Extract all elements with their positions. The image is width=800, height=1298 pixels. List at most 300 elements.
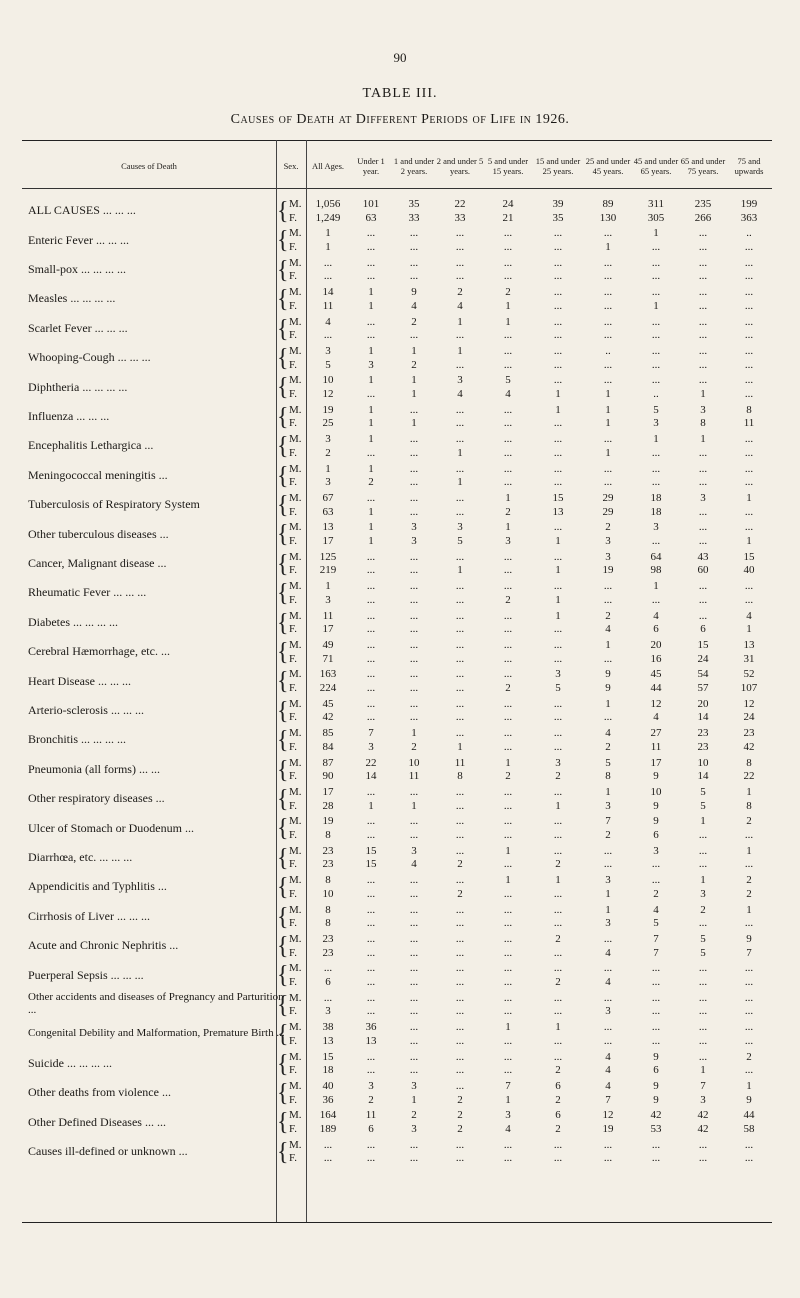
table-cell: 1: [653, 227, 659, 240]
cause-label: Pneumonia (all forms) ... ...: [28, 761, 160, 776]
table-cell: ...: [744, 315, 754, 328]
table-cell: 1: [555, 387, 561, 400]
table-cell: 1: [505, 521, 511, 534]
table-cell: 63: [322, 505, 334, 518]
table-cell: ...: [744, 828, 754, 841]
table-cell: 2: [555, 1093, 561, 1106]
table-cell: ...: [698, 593, 708, 606]
brace-glyph: {: [277, 638, 289, 666]
table-cell: ...: [366, 786, 376, 798]
brace-glyph: {: [277, 285, 289, 313]
table-cell: 4: [605, 1050, 611, 1063]
table-cell: 3: [605, 917, 611, 930]
table-cell: 15: [697, 639, 709, 651]
table-cell: ...: [455, 991, 465, 1004]
table-cell: 3: [457, 374, 463, 387]
table-cell: ...: [455, 933, 465, 945]
table-row: [22, 578, 772, 607]
table-cell: ...: [409, 329, 419, 342]
table-cell: ...: [409, 874, 419, 887]
table-cell: 57: [697, 681, 709, 694]
table-cell: ...: [366, 623, 376, 636]
table-cell: 7: [746, 946, 752, 959]
table-cell: 2: [746, 874, 752, 887]
table-cell: ...: [698, 1152, 708, 1165]
table-cell: ...: [744, 345, 754, 357]
table-cell: ...: [651, 374, 661, 387]
table-cell: 1: [457, 345, 463, 357]
table-cell: ...: [698, 286, 708, 299]
brace-glyph: {: [277, 844, 289, 872]
table-cell: ...: [409, 256, 419, 269]
sex-label: M.: [289, 962, 302, 975]
table-cell: 7: [605, 1093, 611, 1106]
table-cell: ...: [455, 1152, 465, 1165]
table-row: [22, 372, 772, 401]
table-cell: ...: [503, 329, 513, 342]
table-cell: ...: [698, 446, 708, 459]
table-cell: ...: [409, 403, 419, 416]
brace-glyph: {: [277, 197, 289, 225]
table-cell: ...: [603, 270, 613, 283]
brace-glyph: {: [277, 461, 289, 490]
table-cell: 84: [322, 740, 334, 753]
table-cell: ...: [553, 462, 563, 475]
table-cell: ...: [553, 580, 563, 593]
table-cell: ...: [366, 593, 376, 606]
table-cell: ...: [698, 476, 708, 489]
table-cell: ...: [698, 345, 708, 357]
cause-label: Tuberculosis of Respiratory System: [28, 497, 200, 512]
table-cell: 130: [599, 211, 617, 224]
table-cell: ...: [603, 1021, 613, 1034]
table-cell: ...: [744, 521, 754, 534]
sex-label: F.: [289, 975, 297, 988]
table-cell: 18: [650, 492, 662, 504]
table-cell: 1: [325, 462, 331, 475]
table-cell: ...: [455, 433, 465, 446]
table-cell: ...: [603, 462, 613, 475]
table-cell: 3: [368, 358, 374, 371]
brace-glyph: {: [277, 1138, 289, 1166]
table-cell: ...: [409, 652, 419, 665]
sex-label: F.: [289, 1152, 297, 1165]
brace-glyph: {: [277, 344, 289, 372]
table-cell: 1: [368, 505, 374, 518]
table-cell: ...: [553, 697, 563, 710]
table-cell: 2: [505, 286, 511, 299]
table-cell: ...: [744, 975, 754, 988]
table-cell: 17: [322, 786, 334, 798]
table-cell: ...: [366, 639, 376, 651]
table-cell: 3: [325, 433, 331, 446]
table-cell: ...: [603, 593, 613, 606]
table-cell: ...: [651, 270, 661, 283]
table-cell: 10: [697, 756, 709, 769]
table-cell: 1: [653, 580, 659, 593]
table-cell: 2: [555, 858, 561, 871]
table-row: [22, 1107, 772, 1136]
brace-glyph: {: [277, 520, 289, 549]
table-cell: ...: [603, 580, 613, 593]
table-cell: 5: [325, 358, 331, 371]
table-cell: ...: [323, 270, 333, 283]
cause-label: Puerperal Sepsis ... ... ...: [28, 967, 144, 982]
table-cell: ...: [455, 786, 465, 798]
table-row: [22, 490, 772, 519]
table-cell: 2: [605, 740, 611, 753]
table-cell: ...: [323, 329, 333, 342]
table-cell: 23: [322, 946, 334, 959]
table-cell: ...: [409, 681, 419, 694]
cause-label: Congenital Debility and Malformation, Premature Birth ...: [28, 1027, 285, 1040]
table-cell: 1: [325, 580, 331, 593]
column-header: 75 and upwards: [734, 156, 764, 176]
table-cell: ...: [409, 446, 419, 459]
sex-label: F.: [289, 711, 297, 724]
sex-label: F.: [289, 329, 297, 342]
cause-label: Meningococcal meningitis ...: [28, 467, 168, 482]
table-cell: 67: [322, 492, 334, 504]
table-cell: ...: [366, 711, 376, 724]
table-cell: 3: [325, 1005, 331, 1018]
table-cell: 35: [552, 211, 564, 224]
table-cell: 33: [454, 211, 466, 224]
table-cell: ...: [409, 623, 419, 636]
table-cell: ...: [455, 639, 465, 651]
table-cell: ...: [553, 270, 563, 283]
table-cell: 71: [322, 652, 334, 665]
table-cell: ...: [503, 933, 513, 945]
table-cell: ...: [553, 917, 563, 930]
table-cell: ...: [651, 462, 661, 475]
table-cell: 1: [505, 756, 511, 769]
cause-label: Other deaths from violence ...: [28, 1085, 171, 1100]
table-cell: 163: [319, 668, 337, 681]
table-cell: 2: [368, 1093, 374, 1106]
table-cell: ...: [366, 991, 376, 1004]
table-cell: ...: [366, 975, 376, 988]
sex-label: F.: [289, 387, 297, 400]
table-cell: 6: [653, 1064, 659, 1077]
table-cell: 1: [746, 903, 752, 916]
table-cell: ...: [409, 564, 419, 577]
brace-glyph: {: [277, 873, 289, 901]
table-cell: ...: [366, 1005, 376, 1018]
table-cell: ...: [409, 476, 419, 489]
cause-label: Encephalitis Lethargica ...: [28, 438, 154, 453]
cause-label: Diabetes ... ... ... ...: [28, 614, 118, 629]
table-cell: ...: [698, 358, 708, 371]
table-cell: 3: [555, 756, 561, 769]
table-cell: 2: [411, 740, 417, 753]
sex-label: M.: [289, 933, 302, 945]
table-cell: ...: [503, 358, 513, 371]
table-cell: 1: [457, 564, 463, 577]
table-cell: ...: [651, 991, 661, 1004]
table-row: [22, 666, 772, 695]
table-cell: 3: [605, 1005, 611, 1018]
table-cell: ...: [553, 358, 563, 371]
table-cell: ...: [409, 697, 419, 710]
table-cell: ...: [603, 844, 613, 857]
sex-label: M.: [289, 198, 302, 210]
table-cell: 1: [505, 874, 511, 887]
table-cell: 24: [502, 198, 514, 210]
table-cell: ...: [409, 917, 419, 930]
table-cell: ...: [603, 652, 613, 665]
table-row: [22, 519, 772, 548]
table-cell: 1: [368, 521, 374, 534]
table-cell: 7: [368, 727, 374, 740]
table-cell: 13: [322, 521, 334, 534]
table-cell: ...: [698, 227, 708, 240]
sex-label: F.: [289, 299, 297, 312]
table-cell: 23: [743, 727, 755, 740]
table-cell: 2: [457, 858, 463, 871]
table-cell: ...: [651, 975, 661, 988]
table-cell: ...: [366, 681, 376, 694]
column-header: 45 and under 65 years.: [633, 156, 679, 176]
table-cell: 4: [653, 711, 659, 724]
table-row: [22, 872, 772, 901]
table-cell: 10: [322, 374, 334, 387]
brace-glyph: {: [277, 932, 289, 960]
table-cell: 1: [605, 903, 611, 916]
table-cell: ...: [744, 329, 754, 342]
sex-label: F.: [289, 417, 297, 430]
table-cell: 19: [602, 1122, 614, 1135]
table-cell: ...: [409, 975, 419, 988]
table-cell: 11: [365, 1109, 377, 1122]
table-cell: 266: [694, 211, 712, 224]
table-cell: 3: [605, 799, 611, 812]
table-cell: ...: [651, 476, 661, 489]
sex-label: F.: [289, 917, 297, 930]
table-cell: 60: [697, 564, 709, 577]
table-cell: ...: [553, 433, 563, 446]
table-cell: ...: [744, 256, 754, 269]
table-cell: 2: [457, 1093, 463, 1106]
table-cell: ...: [651, 1005, 661, 1018]
table-cell: 3: [700, 492, 706, 504]
table-cell: ...: [603, 433, 613, 446]
table-cell: 2: [746, 1050, 752, 1063]
table-cell: ...: [553, 903, 563, 916]
table-cell: 6: [653, 623, 659, 636]
table-cell: ...: [744, 1152, 754, 1165]
table-row: [22, 931, 772, 960]
table-cell: 1: [411, 1093, 417, 1106]
table-cell: 6: [653, 828, 659, 841]
table-cell: ...: [409, 887, 419, 900]
table-cell: 1: [325, 240, 331, 253]
table-cell: 219: [319, 564, 337, 577]
table-cell: 1: [555, 564, 561, 577]
cause-label: Causes ill-defined or unknown ...: [28, 1143, 188, 1158]
table-row: [22, 225, 772, 254]
table-cell: ...: [409, 433, 419, 446]
table-cell: ...: [409, 1050, 419, 1063]
cause-label: Rheumatic Fever ... ... ...: [28, 585, 147, 600]
table-cell: 23: [697, 727, 709, 740]
sex-label: M.: [289, 639, 302, 651]
table-cell: 45: [650, 668, 662, 681]
sex-label: F.: [289, 593, 297, 606]
table-cell: ...: [553, 1050, 563, 1063]
table-cell: ...: [651, 858, 661, 871]
table-cell: 1: [368, 433, 374, 446]
table-cell: ...: [698, 609, 708, 622]
table-cell: ...: [455, 681, 465, 694]
sex-label: F.: [289, 505, 297, 518]
sex-label: F.: [289, 887, 297, 900]
table-cell: ...: [366, 903, 376, 916]
table-cell: 4: [605, 946, 611, 959]
sex-label: F.: [289, 1093, 297, 1106]
sex-label: M.: [289, 227, 302, 240]
table-cell: 11: [322, 609, 334, 622]
table-cell: ...: [366, 580, 376, 593]
table-cell: ...: [503, 609, 513, 622]
table-cell: ...: [651, 286, 661, 299]
table-cell: ...: [553, 256, 563, 269]
table-cell: 17: [322, 623, 334, 636]
table-cell: ...: [503, 828, 513, 841]
table-cell: ...: [409, 1152, 419, 1165]
table-cell: ...: [503, 815, 513, 828]
table-cell: 363: [740, 211, 758, 224]
table-row: [22, 1049, 772, 1078]
cause-label: Bronchitis ... ... ... ...: [28, 732, 126, 747]
cause-label: Diarrhœa, etc. ... ... ...: [28, 849, 133, 864]
table-cell: 1: [368, 403, 374, 416]
sex-label: M.: [289, 874, 302, 887]
table-cell: 224: [319, 681, 337, 694]
table-cell: 6: [555, 1080, 561, 1092]
table-cell: 10: [650, 786, 662, 798]
cause-label: Appendicitis and Typhlitis ...: [28, 879, 167, 894]
table-cell: 2: [555, 770, 561, 783]
table-cell: ...: [603, 286, 613, 299]
table-cell: 4: [605, 1064, 611, 1077]
cause-label: Acute and Chronic Nephritis ...: [28, 938, 179, 953]
table-cell: 2: [605, 828, 611, 841]
table-cell: 36: [365, 1021, 377, 1034]
table-cell: 5: [653, 917, 659, 930]
table-cell: 11: [322, 299, 334, 312]
table-cell: ...: [455, 799, 465, 812]
sex-label: F.: [289, 858, 297, 871]
table-cell: ...: [455, 492, 465, 504]
table-cell: 1: [368, 286, 374, 299]
sex-label: M.: [289, 492, 302, 504]
table-cell: ...: [603, 933, 613, 945]
sex-label: F.: [289, 564, 297, 577]
table-cell: 6: [325, 975, 331, 988]
table-cell: ...: [455, 227, 465, 240]
table-cell: 2: [457, 286, 463, 299]
brace-glyph: {: [277, 697, 289, 725]
table-cell: 23: [697, 740, 709, 753]
table-row: [22, 902, 772, 931]
cause-label: Suicide ... ... ... ...: [28, 1055, 112, 1070]
table-cell: ...: [366, 256, 376, 269]
table-cell: ...: [503, 639, 513, 651]
column-header: Causes of Death: [121, 161, 177, 171]
table-cell: 1: [605, 639, 611, 651]
table-cell: ...: [503, 858, 513, 871]
table-cell: 1: [605, 446, 611, 459]
table-cell: 1: [555, 534, 561, 547]
table-cell: ...: [744, 593, 754, 606]
table-cell: 40: [322, 1080, 334, 1092]
table-cell: 107: [740, 681, 758, 694]
table-cell: ...: [455, 550, 465, 563]
table-cell: 23: [322, 844, 334, 857]
table-cell: 20: [650, 639, 662, 651]
table-cell: ...: [553, 740, 563, 753]
table-cell: 1: [746, 786, 752, 798]
table-cell: ...: [603, 256, 613, 269]
table-cell: ...: [366, 492, 376, 504]
table-cell: ...: [366, 668, 376, 681]
table-cell: ...: [409, 1034, 419, 1047]
table-cell: ...: [651, 315, 661, 328]
table-cell: 4: [653, 903, 659, 916]
table-cell: ...: [698, 329, 708, 342]
sex-label: F.: [289, 652, 297, 665]
sex-label: M.: [289, 668, 302, 681]
table-cell: ...: [366, 270, 376, 283]
table-cell: ...: [553, 315, 563, 328]
table-cell: ...: [651, 962, 661, 975]
table-cell: ...: [366, 1064, 376, 1077]
sex-label: F.: [289, 770, 297, 783]
table-cell: ...: [409, 828, 419, 841]
table-cell: 1,249: [315, 211, 341, 224]
table-cell: ...: [455, 962, 465, 975]
table-cell: ...: [503, 1034, 513, 1047]
column-header: All Ages.: [311, 161, 345, 171]
table-cell: ...: [503, 227, 513, 240]
table-cell: 1: [505, 299, 511, 312]
table-cell: 4: [605, 1080, 611, 1092]
table-cell: ...: [698, 975, 708, 988]
table-cell: ...: [744, 358, 754, 371]
table-cell: 4: [325, 315, 331, 328]
table-cell: 1: [555, 593, 561, 606]
table-cell: 2: [605, 521, 611, 534]
table-cell: 22: [743, 770, 755, 783]
table-cell: ...: [455, 844, 465, 857]
cause-label: Cerebral Hæmorrhage, etc. ...: [28, 644, 170, 659]
table-cell: ...: [744, 858, 754, 871]
table-cell: 3: [653, 844, 659, 857]
table-row: [22, 461, 772, 490]
table-row: [22, 284, 772, 313]
table-cell: 11: [408, 770, 420, 783]
table-cell: 1: [457, 740, 463, 753]
table-row: [22, 255, 772, 284]
table-label: TABLE III.: [362, 86, 438, 101]
table-cell: 3: [605, 534, 611, 547]
sex-label: F.: [289, 358, 297, 371]
table-cell: 6: [700, 623, 706, 636]
table-cell: ...: [503, 623, 513, 636]
table-cell: ...: [366, 329, 376, 342]
table-cell: ...: [553, 1034, 563, 1047]
